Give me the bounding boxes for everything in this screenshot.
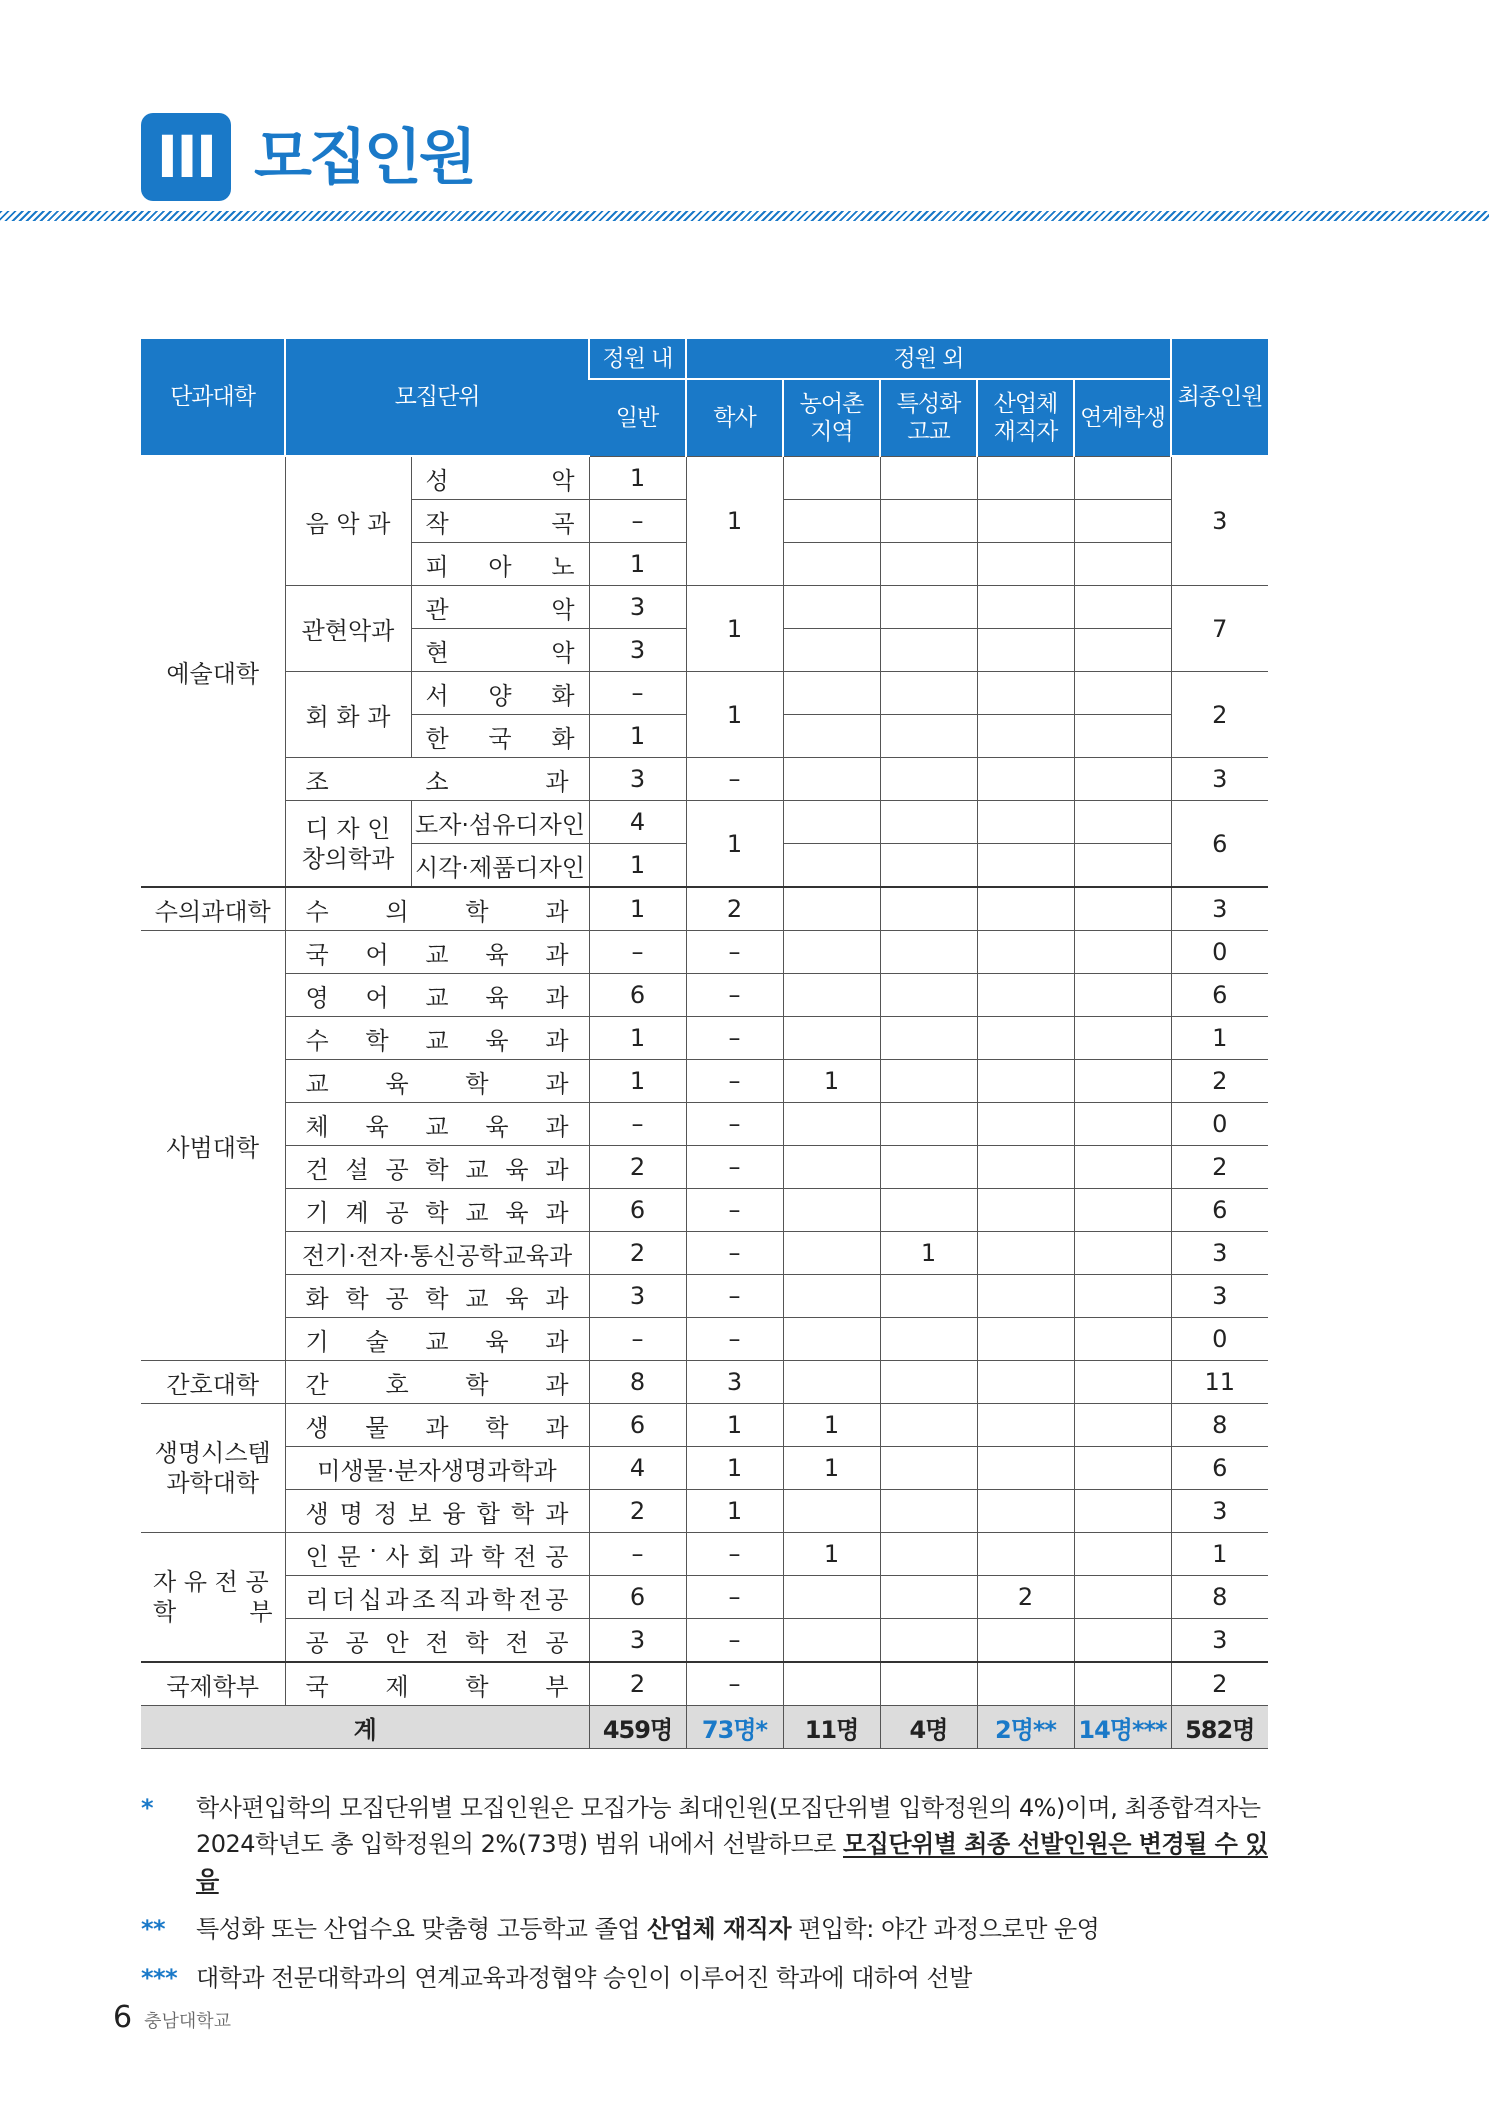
footnote-emphasis: 모집단위별 최종 선발인원은 변경될 수 있음 bbox=[196, 1830, 1268, 1894]
unit-cell bbox=[285, 1576, 589, 1619]
page-footer bbox=[113, 2000, 231, 2035]
special-school-cell bbox=[880, 1361, 977, 1404]
unit-name: 영 어 교 육 과 bbox=[305, 983, 569, 1012]
bachelor-cell: – bbox=[686, 1060, 783, 1103]
general-cell: – bbox=[589, 500, 686, 543]
footnote-3: *** 대학과 전문대학과의 연계교육과정협약 승인이 이루어진 학과에 대하여 선발 bbox=[141, 1960, 1271, 1996]
final-cell: 11 bbox=[1171, 1361, 1268, 1404]
unit-name: 전기·전자·통신공학교육과 bbox=[301, 1241, 573, 1270]
bachelor-cell: – bbox=[686, 1275, 783, 1318]
total-bach: 73명* bbox=[686, 1706, 783, 1749]
industry-worker-cell bbox=[977, 931, 1074, 974]
general-cell: 6 bbox=[589, 1576, 686, 1619]
linked-student-cell bbox=[1074, 1361, 1171, 1404]
final-cell: 3 bbox=[1171, 887, 1268, 931]
industry-worker-cell bbox=[977, 1275, 1074, 1318]
footnote-mark: ** bbox=[141, 1915, 166, 1943]
general-cell: 3 bbox=[589, 629, 686, 672]
major-cell bbox=[411, 543, 589, 586]
unit-name: 미생물·분자생명과학과 bbox=[317, 1456, 557, 1485]
rural-cell bbox=[783, 1662, 880, 1706]
general-cell: – bbox=[589, 931, 686, 974]
unit-name: 조 소 과 bbox=[305, 767, 569, 796]
header-special-school: 특성화 고교 bbox=[880, 379, 977, 456]
general-cell: 4 bbox=[589, 1447, 686, 1490]
major-cell bbox=[411, 672, 589, 715]
general-cell: 1 bbox=[589, 715, 686, 758]
final-cell: 2 bbox=[1171, 672, 1268, 758]
unit-cell bbox=[285, 1189, 589, 1232]
final-cell: 6 bbox=[1171, 1189, 1268, 1232]
final-cell: 8 bbox=[1171, 1404, 1268, 1447]
bachelor-cell: 2 bbox=[686, 887, 783, 931]
general-cell: 6 bbox=[589, 1189, 686, 1232]
bachelor-cell: – bbox=[686, 1619, 783, 1663]
unit-name: 수 의 학 과 bbox=[305, 897, 569, 926]
unit-name: 체 육 교 육 과 bbox=[305, 1112, 569, 1141]
special-school-cell bbox=[880, 1189, 977, 1232]
college-free-major: 자 유 전 공 학 부 bbox=[141, 1533, 285, 1663]
unit-name: 간 호 학 과 bbox=[305, 1370, 569, 1399]
linked-student-cell bbox=[1074, 1232, 1171, 1275]
special-school-cell: 1 bbox=[880, 1232, 977, 1275]
linked-student-cell bbox=[1074, 1017, 1171, 1060]
linked-student-cell bbox=[1074, 1533, 1171, 1576]
bachelor-cell: – bbox=[686, 1576, 783, 1619]
unit-painting: 회 화 과 bbox=[285, 672, 411, 758]
unit-cell bbox=[285, 1404, 589, 1447]
unit-name: 국 제 학 부 bbox=[305, 1672, 569, 1701]
unit-name: 국 어 교 육 과 bbox=[305, 940, 569, 969]
industry-worker-cell bbox=[977, 1060, 1074, 1103]
special-school-cell bbox=[880, 1404, 977, 1447]
rural-cell bbox=[783, 1361, 880, 1404]
footnote-mark: *** bbox=[141, 1964, 178, 1992]
unit-cell bbox=[285, 1060, 589, 1103]
industry-worker-cell bbox=[977, 1490, 1074, 1533]
industry-worker-cell bbox=[977, 1533, 1074, 1576]
general-cell: 2 bbox=[589, 1232, 686, 1275]
general-cell: 8 bbox=[589, 1361, 686, 1404]
general-cell: 1 bbox=[589, 887, 686, 931]
bachelor-cell: – bbox=[686, 1189, 783, 1232]
special-school-cell bbox=[880, 1318, 977, 1361]
final-cell: 3 bbox=[1171, 1619, 1268, 1663]
total-row bbox=[141, 1706, 1268, 1749]
unit-cell bbox=[285, 887, 589, 931]
rural-cell: 1 bbox=[783, 1404, 880, 1447]
header-industry-worker: 산업체 재직자 bbox=[977, 379, 1074, 456]
general-cell: 6 bbox=[589, 974, 686, 1017]
general-cell: 6 bbox=[589, 1404, 686, 1447]
header-general: 일반 bbox=[589, 379, 686, 456]
total-industry: 2명** bbox=[977, 1706, 1074, 1749]
footnote-2: ** 특성화 또는 산업수요 맞춤형 고등학교 졸업 산업체 재직자 편입학: 야간 과정으로만 운영 bbox=[141, 1911, 1271, 1947]
unit-name: 화 학 공 학 교 육 과 bbox=[305, 1284, 569, 1313]
rural-cell bbox=[783, 1275, 880, 1318]
industry-worker-cell bbox=[977, 1318, 1074, 1361]
linked-student-cell bbox=[1074, 887, 1171, 931]
bachelor-cell: 1 bbox=[686, 1404, 783, 1447]
rural-cell bbox=[783, 1490, 880, 1533]
special-school-cell bbox=[880, 931, 977, 974]
unit-name: 건 설 공 학 교 육 과 bbox=[305, 1155, 569, 1184]
linked-student-cell bbox=[1074, 1662, 1171, 1706]
special-school-cell bbox=[880, 887, 977, 931]
header-inside-quota: 정원 내 bbox=[589, 339, 686, 379]
unit-name: 기 술 교 육 과 bbox=[305, 1327, 569, 1356]
total-special: 4명 bbox=[880, 1706, 977, 1749]
major-name: 작 곡 bbox=[425, 509, 575, 538]
industry-worker-cell: 2 bbox=[977, 1576, 1074, 1619]
rural-cell: 1 bbox=[783, 1533, 880, 1576]
footnote-mark: * bbox=[141, 1794, 154, 1822]
final-cell: 0 bbox=[1171, 1103, 1268, 1146]
general-cell: 2 bbox=[589, 1490, 686, 1533]
major-cell: 시각·제품디자인 bbox=[411, 844, 589, 888]
major-name: 서 양 화 bbox=[425, 681, 575, 710]
special-school-cell bbox=[880, 1662, 977, 1706]
industry-worker-cell bbox=[977, 1189, 1074, 1232]
general-cell: 3 bbox=[589, 1619, 686, 1663]
general-cell: 1 bbox=[589, 844, 686, 888]
section-title: 모집인원 bbox=[254, 123, 474, 193]
industry-worker-cell bbox=[977, 1404, 1074, 1447]
final-cell: 2 bbox=[1171, 1060, 1268, 1103]
unit-cell bbox=[285, 1103, 589, 1146]
bachelor-cell: 1 bbox=[686, 801, 783, 888]
college-nursing: 간호대학 bbox=[141, 1361, 285, 1404]
rural-cell bbox=[783, 931, 880, 974]
total-label: 계 bbox=[141, 1706, 589, 1749]
general-cell: 3 bbox=[589, 758, 686, 801]
total-gen: 459명 bbox=[589, 1706, 686, 1749]
industry-worker-cell bbox=[977, 974, 1074, 1017]
bachelor-cell: – bbox=[686, 758, 783, 801]
bachelor-cell: – bbox=[686, 1017, 783, 1060]
rural-cell bbox=[783, 1576, 880, 1619]
major-cell bbox=[411, 715, 589, 758]
rural-cell bbox=[783, 1103, 880, 1146]
major-cell: 도자·섬유디자인 bbox=[411, 801, 589, 844]
linked-student-cell bbox=[1074, 931, 1171, 974]
major-cell bbox=[411, 456, 589, 500]
bachelor-cell: 3 bbox=[686, 1361, 783, 1404]
final-cell: 0 bbox=[1171, 1318, 1268, 1361]
section-number-badge: III bbox=[141, 113, 231, 201]
general-cell: 1 bbox=[589, 456, 686, 500]
general-cell: 1 bbox=[589, 1017, 686, 1060]
header-final: 최종인원 bbox=[1171, 339, 1268, 456]
general-cell: 3 bbox=[589, 586, 686, 629]
bachelor-cell: – bbox=[686, 1146, 783, 1189]
final-cell: 2 bbox=[1171, 1146, 1268, 1189]
unit-cell bbox=[285, 1017, 589, 1060]
general-cell: 2 bbox=[589, 1146, 686, 1189]
industry-worker-cell bbox=[977, 1103, 1074, 1146]
unit-cell bbox=[285, 1146, 589, 1189]
rural-cell bbox=[783, 887, 880, 931]
linked-student-cell bbox=[1074, 1619, 1171, 1663]
unit-name: 인 문 · 사 회 과 학 전 공 bbox=[305, 1536, 569, 1571]
final-cell: 3 bbox=[1171, 758, 1268, 801]
header-hatch-divider bbox=[0, 211, 1489, 221]
unit-name: 기 계 공 학 교 육 과 bbox=[305, 1198, 569, 1227]
unit-music: 음 악 과 bbox=[285, 456, 411, 586]
rural-cell bbox=[783, 1619, 880, 1663]
major-cell bbox=[411, 586, 589, 629]
college-international: 국제학부 bbox=[141, 1662, 285, 1706]
rural-cell bbox=[783, 1146, 880, 1189]
header-linked-student: 연계학생 bbox=[1074, 379, 1171, 456]
final-cell: 6 bbox=[1171, 974, 1268, 1017]
recruitment-table bbox=[141, 339, 1268, 1749]
special-school-cell bbox=[880, 1619, 977, 1663]
total-rural: 11명 bbox=[783, 1706, 880, 1749]
unit-cell bbox=[285, 974, 589, 1017]
bachelor-cell: – bbox=[686, 1103, 783, 1146]
rural-cell bbox=[783, 1318, 880, 1361]
unit-name: 공 공 안 전 학 전 공 bbox=[305, 1628, 569, 1657]
bachelor-cell: 1 bbox=[686, 1447, 783, 1490]
header-outside-quota: 정원 외 bbox=[686, 339, 1171, 379]
industry-worker-cell bbox=[977, 887, 1074, 931]
general-cell: 3 bbox=[589, 1275, 686, 1318]
header-rural: 농어촌 지역 bbox=[783, 379, 880, 456]
general-cell: 4 bbox=[589, 801, 686, 844]
final-cell: 1 bbox=[1171, 1533, 1268, 1576]
unit-sculpture bbox=[285, 758, 589, 801]
college-education: 사범대학 bbox=[141, 931, 285, 1361]
bachelor-cell: – bbox=[686, 974, 783, 1017]
unit-design: 디 자 인 창의학과 bbox=[285, 801, 411, 888]
major-cell bbox=[411, 629, 589, 672]
final-cell: 3 bbox=[1171, 1275, 1268, 1318]
bachelor-cell: – bbox=[686, 1318, 783, 1361]
major-name: 피 아 노 bbox=[425, 552, 575, 581]
linked-student-cell bbox=[1074, 1060, 1171, 1103]
bachelor-cell: 1 bbox=[686, 1490, 783, 1533]
college-arts: 예술대학 bbox=[141, 456, 285, 887]
special-school-cell bbox=[880, 1146, 977, 1189]
final-cell: 2 bbox=[1171, 1662, 1268, 1706]
unit-cell bbox=[285, 1447, 589, 1490]
special-school-cell bbox=[880, 1275, 977, 1318]
industry-worker-cell bbox=[977, 1146, 1074, 1189]
linked-student-cell bbox=[1074, 974, 1171, 1017]
footnote-1: * 학사편입학의 모집단위별 모집인원은 모집가능 최대인원(모집단위별 입학정원의 4%)이며, 최종합격자는 2024학년도 총 입학정원의 2%(73명) 범위 내에서 선발하므로 모집단위별 최종 선발인원은 변경될 수 있음 bbox=[141, 1790, 1271, 1898]
unit-cell bbox=[285, 1662, 589, 1706]
linked-student-cell bbox=[1074, 1490, 1171, 1533]
rural-cell: 1 bbox=[783, 1060, 880, 1103]
special-school-cell bbox=[880, 1576, 977, 1619]
major-name: 성 악 bbox=[425, 466, 575, 495]
linked-student-cell bbox=[1074, 1189, 1171, 1232]
college-vet: 수의과대학 bbox=[141, 887, 285, 931]
final-cell: 0 bbox=[1171, 931, 1268, 974]
industry-worker-cell bbox=[977, 1662, 1074, 1706]
footnotes bbox=[141, 1790, 1271, 2009]
industry-worker-cell bbox=[977, 1619, 1074, 1663]
special-school-cell bbox=[880, 1533, 977, 1576]
bachelor-cell: 1 bbox=[686, 586, 783, 672]
bachelor-cell: – bbox=[686, 1232, 783, 1275]
major-name: 한 국 화 bbox=[425, 724, 575, 753]
unit-cell bbox=[285, 1533, 589, 1576]
rural-cell bbox=[783, 1232, 880, 1275]
header-college: 단과대학 bbox=[141, 339, 285, 456]
general-cell: – bbox=[589, 1103, 686, 1146]
college-bio-systems: 생명시스템 과학대학 bbox=[141, 1404, 285, 1533]
rural-cell: 1 bbox=[783, 1447, 880, 1490]
linked-student-cell bbox=[1074, 1447, 1171, 1490]
page-number: 6 bbox=[113, 2000, 133, 2035]
unit-cell bbox=[285, 1619, 589, 1663]
linked-student-cell bbox=[1074, 1404, 1171, 1447]
general-cell: 1 bbox=[589, 1060, 686, 1103]
bachelor-cell: – bbox=[686, 931, 783, 974]
final-cell: 3 bbox=[1171, 1490, 1268, 1533]
general-cell: 2 bbox=[589, 1662, 686, 1706]
final-cell: 3 bbox=[1171, 1232, 1268, 1275]
bachelor-cell: – bbox=[686, 1662, 783, 1706]
industry-worker-cell bbox=[977, 1447, 1074, 1490]
bachelor-cell: – bbox=[686, 1533, 783, 1576]
linked-student-cell bbox=[1074, 1318, 1171, 1361]
university-name: 충남대학교 bbox=[144, 2011, 232, 2032]
header-bachelor: 학사 bbox=[686, 379, 783, 456]
header-unit: 모집단위 bbox=[285, 339, 589, 456]
linked-student-cell bbox=[1074, 1146, 1171, 1189]
final-cell: 3 bbox=[1171, 456, 1268, 586]
unit-cell bbox=[285, 1318, 589, 1361]
special-school-cell bbox=[880, 1060, 977, 1103]
rural-cell bbox=[783, 1017, 880, 1060]
industry-worker-cell bbox=[977, 1017, 1074, 1060]
special-school-cell bbox=[880, 1447, 977, 1490]
general-cell: – bbox=[589, 672, 686, 715]
industry-worker-cell bbox=[977, 1361, 1074, 1404]
linked-student-cell bbox=[1074, 1103, 1171, 1146]
unit-name: 생 물 과 학 과 bbox=[305, 1413, 569, 1442]
special-school-cell bbox=[880, 1017, 977, 1060]
linked-student-cell bbox=[1074, 1576, 1171, 1619]
general-cell: 1 bbox=[589, 543, 686, 586]
major-name: 현 악 bbox=[425, 638, 575, 667]
unit-orchestra: 관현악과 bbox=[285, 586, 411, 672]
unit-cell bbox=[285, 1490, 589, 1533]
bachelor-cell: 1 bbox=[686, 672, 783, 758]
unit-cell bbox=[285, 1275, 589, 1318]
total-linked: 14명*** bbox=[1074, 1706, 1171, 1749]
general-cell: – bbox=[589, 1318, 686, 1361]
linked-student-cell bbox=[1074, 1275, 1171, 1318]
special-school-cell bbox=[880, 1103, 977, 1146]
special-school-cell bbox=[880, 974, 977, 1017]
unit-cell bbox=[285, 1361, 589, 1404]
final-cell: 6 bbox=[1171, 801, 1268, 888]
rural-cell bbox=[783, 1189, 880, 1232]
bachelor-cell: 1 bbox=[686, 456, 783, 586]
unit-name: 수 학 교 육 과 bbox=[305, 1026, 569, 1055]
major-name: 관 악 bbox=[425, 595, 575, 624]
industry-worker-cell bbox=[977, 1232, 1074, 1275]
final-cell: 8 bbox=[1171, 1576, 1268, 1619]
unit-cell bbox=[285, 1232, 589, 1275]
total-final: 582명 bbox=[1171, 1706, 1268, 1749]
final-cell: 1 bbox=[1171, 1017, 1268, 1060]
unit-name: 생 명 정 보 융 합 학 과 bbox=[305, 1499, 569, 1528]
unit-cell bbox=[285, 931, 589, 974]
general-cell: – bbox=[589, 1533, 686, 1576]
final-cell: 6 bbox=[1171, 1447, 1268, 1490]
special-school-cell bbox=[880, 1490, 977, 1533]
major-cell bbox=[411, 500, 589, 543]
final-cell: 7 bbox=[1171, 586, 1268, 672]
unit-name: 교 육 학 과 bbox=[305, 1069, 569, 1098]
rural-cell bbox=[783, 974, 880, 1017]
unit-name: 리 더 십 과 조 직 과 학 전 공 bbox=[305, 1585, 569, 1614]
